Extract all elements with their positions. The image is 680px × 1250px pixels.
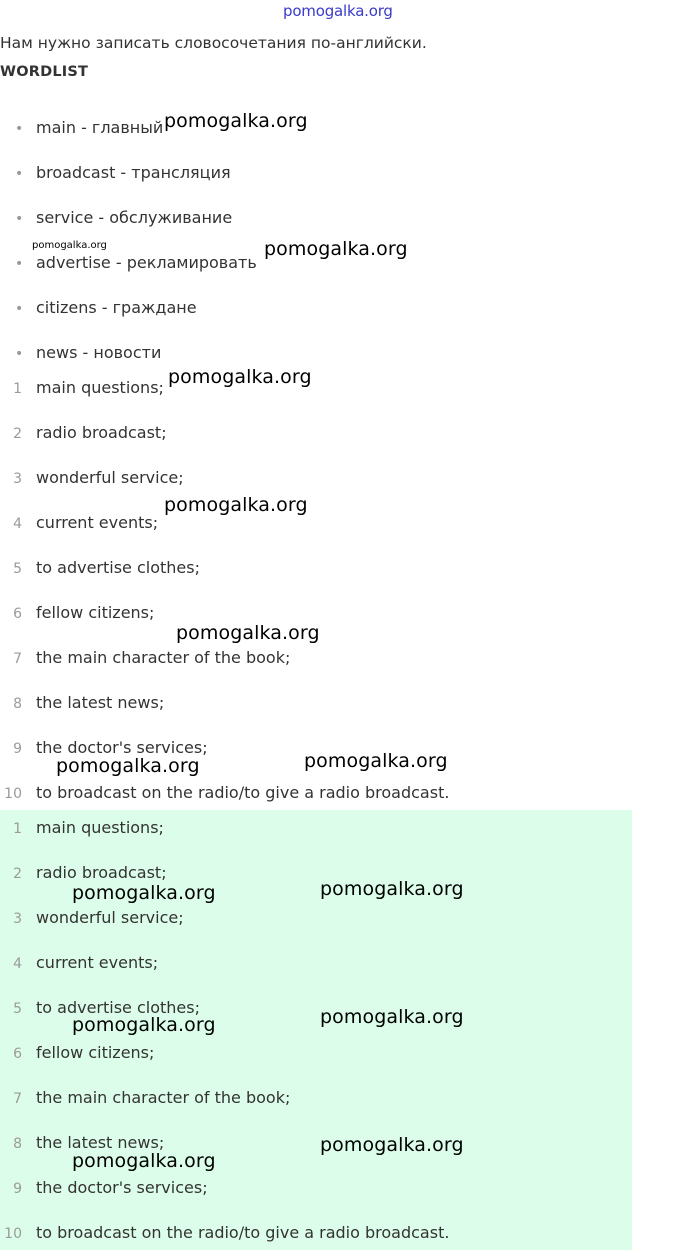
list-number: 6 — [13, 606, 22, 622]
answer-item: the doctor's services; — [36, 1178, 208, 1197]
list-number: 4 — [13, 956, 22, 972]
watermark: pomogalka.org — [264, 238, 408, 260]
answer-item: main questions; — [36, 818, 164, 837]
list-bullet: • — [15, 121, 24, 137]
list-number: 8 — [13, 696, 22, 712]
list-number: 7 — [13, 651, 22, 667]
exercise-item: current events; — [36, 513, 159, 532]
list-number: 2 — [13, 426, 22, 442]
list-number: 10 — [4, 1226, 22, 1242]
list-bullet: • — [15, 211, 24, 227]
wordlist-item: main - главный — [36, 118, 164, 137]
watermark: pomogalka.org — [164, 110, 308, 132]
list-number: 8 — [13, 1136, 22, 1152]
watermark: pomogalka.org — [72, 1150, 216, 1172]
answer-item: to broadcast on the radio/to give a radio broadcast. — [36, 1223, 450, 1242]
exercise-item: radio broadcast; — [36, 423, 167, 442]
list-bullet: • — [15, 346, 24, 362]
wordlist-item: advertise - рекламировать — [36, 253, 257, 272]
wordlist-item: citizens - граждане — [36, 298, 197, 317]
watermark: pomogalka.org — [320, 1134, 464, 1156]
exercise-item: fellow citizens; — [36, 603, 155, 622]
list-number: 9 — [13, 1181, 22, 1197]
list-bullet: • — [15, 166, 24, 182]
answer-item: the main character of the book; — [36, 1088, 291, 1107]
watermark: pomogalka.org — [56, 755, 200, 777]
list-number: 3 — [13, 911, 22, 927]
list-number: 4 — [13, 516, 22, 532]
exercise-item: main questions; — [36, 378, 164, 397]
answer-item: current events; — [36, 953, 159, 972]
list-bullet: • — [15, 301, 24, 317]
answer-item: wonderful service; — [36, 908, 184, 927]
watermark: pomogalka.org — [72, 882, 216, 904]
answer-item: fellow citizens; — [36, 1043, 155, 1062]
list-number: 3 — [13, 471, 22, 487]
wordlist-heading: WORDLIST — [0, 64, 89, 80]
list-number: 5 — [13, 1001, 22, 1017]
list-number: 9 — [13, 741, 22, 757]
list-number: 10 — [4, 786, 22, 802]
list-number: 1 — [13, 381, 22, 397]
list-number: 2 — [13, 866, 22, 882]
exercise-item: wonderful service; — [36, 468, 184, 487]
intro-text: Нам нужно записать словосочетания по-английски. — [0, 34, 427, 52]
watermark-small: pomogalka.org — [32, 240, 107, 251]
list-number: 1 — [13, 821, 22, 837]
wordlist-item: news - новости — [36, 343, 162, 362]
top-watermark: pomogalka.org — [283, 2, 393, 20]
answer-item: radio broadcast; — [36, 863, 167, 882]
watermark: pomogalka.org — [320, 1006, 464, 1028]
list-number: 5 — [13, 561, 22, 577]
exercise-item: the main character of the book; — [36, 648, 291, 667]
wordlist-item: broadcast - трансляция — [36, 163, 231, 182]
list-number: 6 — [13, 1046, 22, 1062]
answer-item: to advertise clothes; — [36, 998, 200, 1017]
watermark: pomogalka.org — [304, 750, 448, 772]
wordlist-item: service - обслуживание — [36, 208, 233, 227]
list-number: 7 — [13, 1091, 22, 1107]
watermark: pomogalka.org — [168, 366, 312, 388]
list-bullet: • — [15, 256, 24, 272]
watermark: pomogalka.org — [320, 878, 464, 900]
answer-item: the latest news; — [36, 1133, 165, 1152]
exercise-item: to broadcast on the radio/to give a radio broadcast. — [36, 783, 450, 802]
watermark: pomogalka.org — [176, 622, 320, 644]
exercise-item: the latest news; — [36, 693, 165, 712]
exercise-item: to advertise clothes; — [36, 558, 200, 577]
watermark: pomogalka.org — [72, 1014, 216, 1036]
watermark: pomogalka.org — [164, 494, 308, 516]
exercise-item: the doctor's services; — [36, 738, 208, 757]
